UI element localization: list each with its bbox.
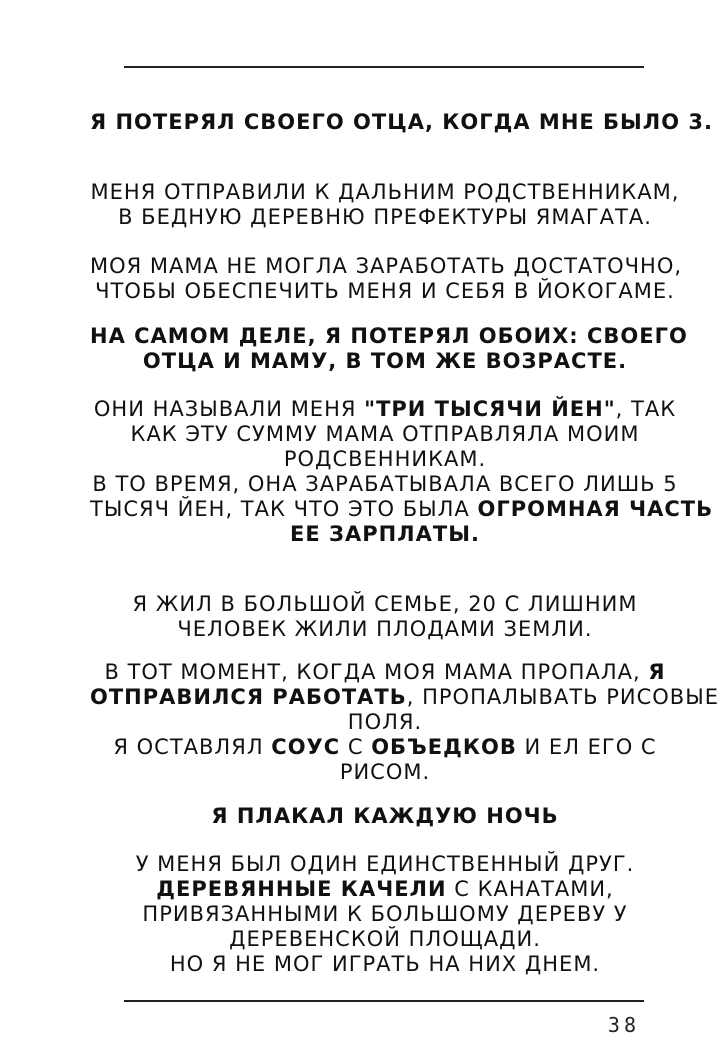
body-text: Я ОСТАВЛЯЛ xyxy=(113,735,272,759)
emphasized-text: ОТЦА И МАМУ, В ТОМ ЖЕ ВОЗРАСТЕ. xyxy=(142,349,628,373)
emphasized-text: Я ПОТЕРЯЛ СВОЕГО ОТЦА, КОГДА МНЕ БЫЛО 3. xyxy=(90,110,714,134)
body-text: РОДСВЕННИКАМ. xyxy=(283,447,487,471)
text-line xyxy=(90,447,680,472)
text-line xyxy=(90,522,680,547)
text-block xyxy=(90,254,683,304)
text-line xyxy=(90,877,680,902)
body-text: С xyxy=(340,735,372,759)
body-text: В БЕДНУЮ ДЕРЕВНЮ ПРЕФЕКТУРЫ ЯМАГАТА. xyxy=(118,205,652,229)
text-line xyxy=(90,710,680,735)
text-line xyxy=(90,279,680,304)
text-block xyxy=(90,110,714,135)
text-block xyxy=(90,660,719,785)
text-block xyxy=(90,397,714,547)
body-text: , ТАК xyxy=(615,397,677,421)
text-line xyxy=(90,804,680,829)
text-line xyxy=(90,617,680,642)
body-text: ПОЛЯ. xyxy=(347,710,423,734)
text-line xyxy=(90,324,688,349)
text-line xyxy=(90,927,680,952)
text-block xyxy=(90,804,680,829)
text-line xyxy=(90,205,680,230)
body-text: В ТО ВРЕМЯ, ОНА ЗАРАБАТЫВАЛА ВСЕГО ЛИШЬ 5 xyxy=(92,472,678,496)
text-line xyxy=(90,472,680,497)
text-line xyxy=(90,760,680,785)
text-line xyxy=(90,735,680,760)
text-line xyxy=(90,422,680,447)
body-text: РИСОМ. xyxy=(339,760,431,784)
text-line xyxy=(90,254,683,279)
emphasized-text: Я xyxy=(648,660,666,684)
text-line xyxy=(90,497,714,522)
body-text: У МЕНЯ БЫЛ ОДИН ЕДИНСТВЕННЫЙ ДРУГ. xyxy=(135,852,635,876)
text-line xyxy=(90,902,680,927)
text-block xyxy=(90,592,680,642)
body-text: ЧТОБЫ ОБЕСПЕЧИТЬ МЕНЯ И СЕБЯ В ЙОКОГАМЕ. xyxy=(95,279,675,303)
text-line xyxy=(90,685,719,710)
body-text: МЕНЯ ОТПРАВИЛИ К ДАЛЬНИМ РОДСТВЕННИКАМ, xyxy=(90,180,680,204)
body-text: КАК ЭТУ СУММУ МАМА ОТПРАВЛЯЛА МОИМ xyxy=(130,422,640,446)
body-text: ДЕРЕВЕНСКОЙ ПЛОЩАДИ. xyxy=(229,927,541,951)
text-line xyxy=(90,592,680,617)
emphasized-text: ОБЪЕДКОВ xyxy=(371,735,517,759)
emphasized-text: "ТРИ ТЫСЯЧИ ЙЕН" xyxy=(364,397,616,421)
text-line xyxy=(90,180,680,205)
body-text: МОЯ МАМА НЕ МОГЛА ЗАРАБОТАТЬ ДОСТАТОЧНО, xyxy=(90,254,683,278)
emphasized-text: ДЕРЕВЯННЫЕ КАЧЕЛИ xyxy=(156,877,447,901)
body-text: ЧЕЛОВЕК ЖИЛИ ПЛОДАМИ ЗЕМЛИ. xyxy=(177,617,593,641)
text-block xyxy=(90,324,688,374)
body-text: ПРИВЯЗАННЫМИ К БОЛЬШОМУ ДЕРЕВУ У xyxy=(142,902,628,926)
text-line xyxy=(90,349,680,374)
emphasized-text: ЕЕ ЗАРПЛАТЫ. xyxy=(290,522,480,546)
body-text: , ПРОПАЛЫВАТЬ РИСОВЫЕ xyxy=(406,685,719,709)
text-line xyxy=(90,110,714,135)
body-text: Я ЖИЛ В БОЛЬШОЙ СЕМЬЕ, 20 С ЛИШНИМ xyxy=(132,592,638,616)
body-text: С КАНАТАМИ, xyxy=(446,877,614,901)
emphasized-text: СОУС xyxy=(271,735,341,759)
text-block xyxy=(90,180,680,230)
text-line xyxy=(90,660,680,685)
text-line xyxy=(90,852,680,877)
page-number: 38 xyxy=(607,1013,640,1037)
emphasized-text: ОГРОМНАЯ ЧАСТЬ xyxy=(477,497,714,521)
emphasized-text: ОТПРАВИЛСЯ РАБОТАТЬ xyxy=(90,685,407,709)
emphasized-text: Я ПЛАКАЛ КАЖДУЮ НОЧЬ xyxy=(211,804,559,828)
body-text: И ЕЛ ЕГО С xyxy=(516,735,657,759)
text-line xyxy=(90,952,680,977)
body-text: ОНИ НАЗЫВАЛИ МЕНЯ xyxy=(93,397,365,421)
emphasized-text: НА САМОМ ДЕЛЕ, Я ПОТЕРЯЛ ОБОИХ: СВОЕГО xyxy=(90,324,688,348)
body-text: НО Я НЕ МОГ ИГРАТЬ НА НИХ ДНЕМ. xyxy=(169,952,601,976)
body-text: ТЫСЯЧ ЙЕН, ТАК ЧТО ЭТО БЫЛА xyxy=(90,497,478,521)
text-block xyxy=(90,852,680,977)
top-divider-line xyxy=(124,66,644,68)
text-line xyxy=(90,397,680,422)
bottom-divider-line xyxy=(124,1000,644,1002)
body-text: В ТОТ МОМЕНТ, КОГДА МОЯ МАМА ПРОПАЛА, xyxy=(104,660,649,684)
